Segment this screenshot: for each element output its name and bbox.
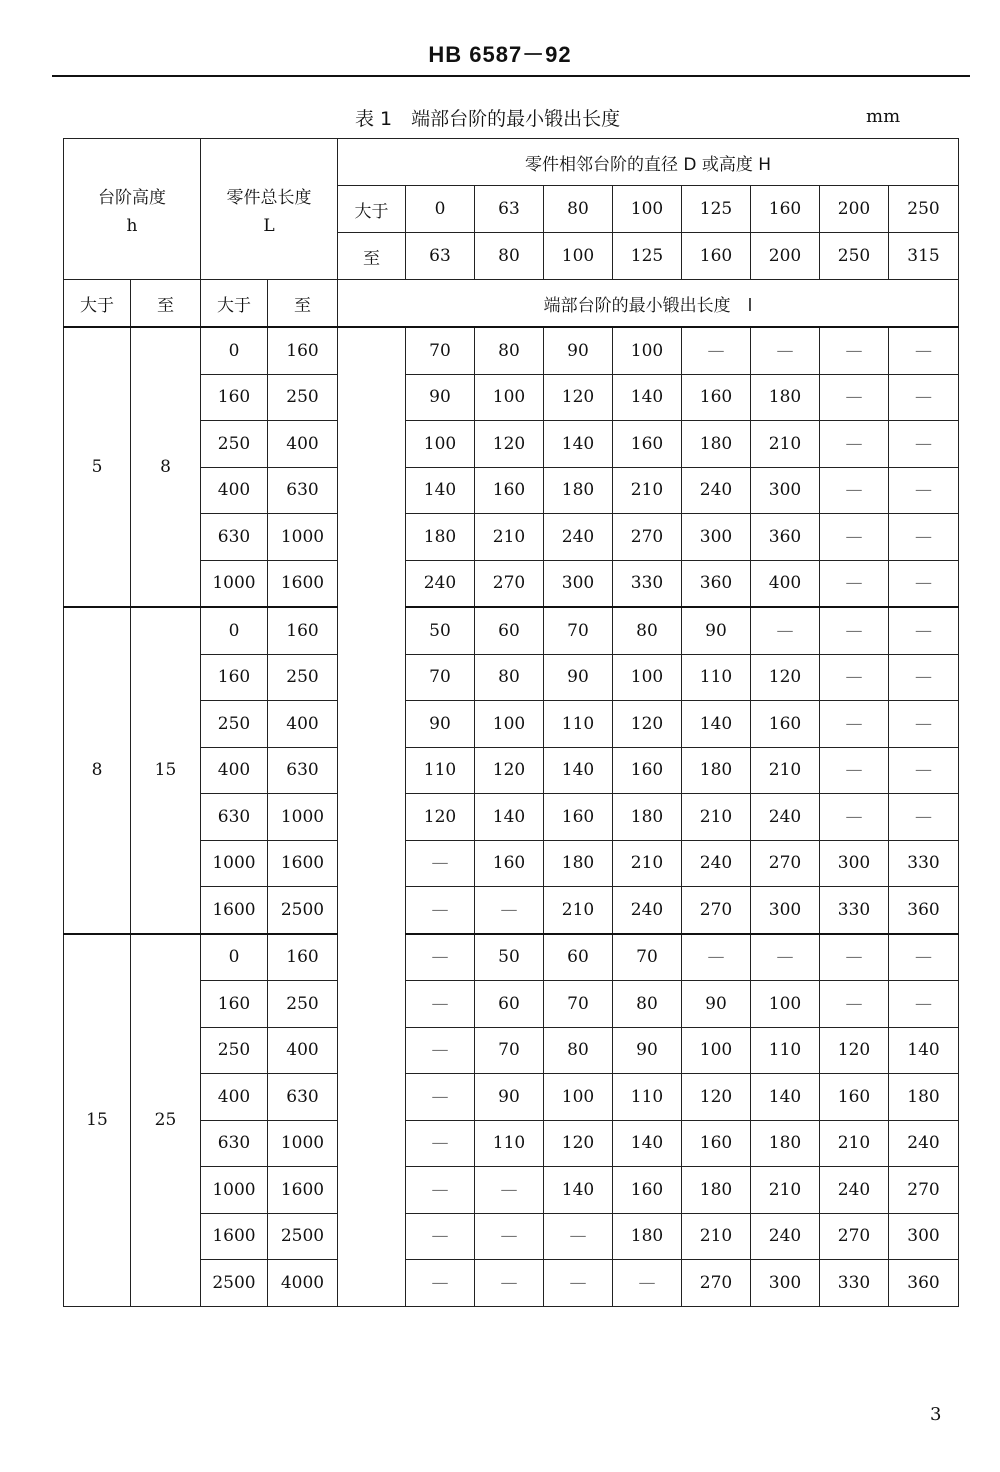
- L-over-value: 0: [201, 934, 268, 981]
- diameter-over-value: 160: [751, 186, 820, 233]
- L-to-value: 160: [268, 607, 338, 654]
- length-value-cell: 360: [889, 887, 959, 934]
- length-value-cell: 140: [544, 421, 613, 468]
- length-value-cell: —: [820, 514, 889, 561]
- length-value-cell: 180: [613, 1213, 682, 1260]
- length-value-cell: 180: [613, 794, 682, 841]
- L-over-value: 400: [201, 467, 268, 514]
- length-value-cell: 360: [889, 1260, 959, 1307]
- forging-length-table: [63, 138, 959, 1307]
- diameter-to-label: 至: [338, 233, 406, 280]
- length-value-cell: —: [406, 1260, 475, 1307]
- total-length-symbol: L: [263, 215, 275, 236]
- length-value-cell: 300: [751, 1260, 820, 1307]
- L-over-value: 1000: [201, 1167, 268, 1214]
- length-value-cell: 140: [475, 794, 544, 841]
- L-over-value: 250: [201, 1027, 268, 1074]
- length-value-cell: 70: [544, 981, 613, 1028]
- length-value-cell: 100: [613, 327, 682, 374]
- length-value-cell: —: [682, 327, 751, 374]
- length-value-cell: 240: [682, 840, 751, 887]
- length-value-cell: 50: [475, 934, 544, 981]
- length-value-cell: —: [820, 374, 889, 421]
- length-value-cell: 240: [613, 887, 682, 934]
- length-value-cell: —: [475, 1167, 544, 1214]
- length-value-cell: 270: [751, 840, 820, 887]
- length-value-cell: 160: [613, 747, 682, 794]
- length-value-cell: 90: [682, 981, 751, 1028]
- length-value-cell: 110: [406, 747, 475, 794]
- step-height-label: 台阶高度: [98, 187, 166, 208]
- length-value-cell: 160: [820, 1074, 889, 1121]
- L-to-label: 至: [268, 280, 338, 328]
- length-value-cell: —: [889, 701, 959, 748]
- L-to-value: 1000: [268, 514, 338, 561]
- length-value-cell: 100: [544, 1074, 613, 1121]
- length-value-cell: 210: [613, 467, 682, 514]
- length-value-cell: 120: [544, 374, 613, 421]
- length-value-cell: —: [889, 560, 959, 607]
- length-value-cell: —: [889, 981, 959, 1028]
- L-over-value: 0: [201, 607, 268, 654]
- h-over-label: 大于: [64, 280, 131, 328]
- length-value-cell: —: [406, 887, 475, 934]
- length-value-cell: 330: [820, 1260, 889, 1307]
- length-value-cell: —: [613, 1260, 682, 1307]
- length-value-cell: 60: [544, 934, 613, 981]
- L-to-value: 400: [268, 701, 338, 748]
- length-value-cell: —: [475, 887, 544, 934]
- length-value-cell: 300: [751, 467, 820, 514]
- length-value-cell: —: [682, 934, 751, 981]
- length-value-cell: —: [889, 421, 959, 468]
- page-number: 3: [930, 1404, 942, 1425]
- length-value-cell: —: [406, 1120, 475, 1167]
- length-value-cell: 240: [751, 794, 820, 841]
- L-over-value: 630: [201, 514, 268, 561]
- length-value-cell: 140: [889, 1027, 959, 1074]
- length-value-cell: 300: [682, 514, 751, 561]
- length-value-cell: 140: [613, 374, 682, 421]
- length-value-cell: 160: [682, 1120, 751, 1167]
- L-to-value: 2500: [268, 1213, 338, 1260]
- table-row: [64, 327, 959, 374]
- table-row: [64, 934, 959, 981]
- length-value-cell: 100: [613, 654, 682, 701]
- length-value-cell: —: [889, 934, 959, 981]
- length-value-cell: 270: [682, 1260, 751, 1307]
- L-to-value: 4000: [268, 1260, 338, 1307]
- length-value-cell: —: [820, 934, 889, 981]
- length-value-cell: 70: [544, 607, 613, 654]
- L-over-value: 1000: [201, 840, 268, 887]
- length-value-cell: 110: [682, 654, 751, 701]
- L-to-value: 400: [268, 1027, 338, 1074]
- L-to-value: 1600: [268, 1167, 338, 1214]
- length-value-cell: 240: [544, 514, 613, 561]
- L-to-value: 630: [268, 467, 338, 514]
- L-to-value: 630: [268, 747, 338, 794]
- length-value-cell: —: [820, 467, 889, 514]
- L-over-value: 630: [201, 1120, 268, 1167]
- header-rule: [52, 75, 970, 77]
- length-value-cell: 180: [682, 1167, 751, 1214]
- table-body: [64, 327, 959, 1306]
- diameter-over-value: 200: [820, 186, 889, 233]
- length-value-cell: 140: [613, 1120, 682, 1167]
- length-value-cell: 90: [475, 1074, 544, 1121]
- length-value-cell: —: [406, 1027, 475, 1074]
- length-value-cell: 60: [475, 981, 544, 1028]
- unit-label: mm: [866, 106, 901, 127]
- L-over-value: 1600: [201, 887, 268, 934]
- length-value-cell: —: [820, 794, 889, 841]
- diameter-over-value: 100: [613, 186, 682, 233]
- L-over-value: 250: [201, 701, 268, 748]
- length-value-cell: 210: [751, 1167, 820, 1214]
- length-value-cell: —: [406, 981, 475, 1028]
- length-value-cell: —: [820, 701, 889, 748]
- L-over-value: 250: [201, 421, 268, 468]
- length-value-cell: 300: [751, 887, 820, 934]
- length-value-cell: 80: [475, 327, 544, 374]
- length-value-cell: 110: [613, 1074, 682, 1121]
- length-value-cell: —: [406, 1074, 475, 1121]
- diameter-to-value: 125: [613, 233, 682, 280]
- diameter-to-value: 200: [751, 233, 820, 280]
- diameter-to-value: 250: [820, 233, 889, 280]
- diameter-to-value: 80: [475, 233, 544, 280]
- length-value-cell: —: [820, 747, 889, 794]
- L-to-value: 1600: [268, 560, 338, 607]
- length-value-cell: —: [751, 934, 820, 981]
- length-value-cell: 140: [544, 1167, 613, 1214]
- length-value-cell: 210: [475, 514, 544, 561]
- length-value-cell: —: [406, 1213, 475, 1260]
- length-value-cell: 100: [682, 1027, 751, 1074]
- length-value-cell: 300: [820, 840, 889, 887]
- L-over-label: 大于: [201, 280, 268, 328]
- total-length-header: [201, 139, 338, 280]
- length-value-cell: —: [889, 467, 959, 514]
- length-value-cell: 60: [475, 607, 544, 654]
- length-value-cell: 180: [889, 1074, 959, 1121]
- length-value-cell: 120: [613, 701, 682, 748]
- length-value-cell: 300: [889, 1213, 959, 1260]
- table-row: [64, 607, 959, 654]
- length-value-cell: 110: [475, 1120, 544, 1167]
- length-value-cell: 160: [613, 1167, 682, 1214]
- length-value-cell: 180: [544, 467, 613, 514]
- length-value-cell: —: [751, 327, 820, 374]
- length-value-cell: 160: [475, 840, 544, 887]
- length-value-cell: —: [820, 654, 889, 701]
- length-value-cell: 330: [613, 560, 682, 607]
- step-height-symbol: h: [126, 215, 138, 236]
- length-value-cell: 180: [751, 374, 820, 421]
- length-value-cell: 70: [475, 1027, 544, 1074]
- document-code: HB 6587－92: [428, 42, 572, 67]
- length-value-cell: —: [889, 514, 959, 561]
- length-value-cell: 180: [406, 514, 475, 561]
- length-value-cell: —: [820, 607, 889, 654]
- length-value-cell: 180: [682, 421, 751, 468]
- length-value-cell: —: [820, 327, 889, 374]
- length-value-cell: —: [406, 934, 475, 981]
- length-value-cell: 210: [820, 1120, 889, 1167]
- length-value-cell: 210: [751, 747, 820, 794]
- L-to-value: 2500: [268, 887, 338, 934]
- length-value-cell: —: [889, 654, 959, 701]
- length-value-cell: 360: [682, 560, 751, 607]
- L-to-value: 250: [268, 654, 338, 701]
- L-to-value: 160: [268, 934, 338, 981]
- length-value-cell: —: [889, 747, 959, 794]
- length-value-cell: 400: [751, 560, 820, 607]
- L-over-value: 400: [201, 1074, 268, 1121]
- length-value-cell: 90: [544, 327, 613, 374]
- length-value-cell: 80: [613, 607, 682, 654]
- length-value-cell: 70: [613, 934, 682, 981]
- length-value-cell: 180: [751, 1120, 820, 1167]
- length-value-cell: 140: [751, 1074, 820, 1121]
- length-value-cell: 100: [475, 374, 544, 421]
- length-value-cell: —: [820, 560, 889, 607]
- length-value-cell: 90: [544, 654, 613, 701]
- diameter-over-value: 63: [475, 186, 544, 233]
- length-value-cell: 140: [544, 747, 613, 794]
- length-value-cell: 80: [475, 654, 544, 701]
- length-value-cell: 50: [406, 607, 475, 654]
- L-to-value: 400: [268, 421, 338, 468]
- length-value-cell: 120: [406, 794, 475, 841]
- length-value-cell: 80: [544, 1027, 613, 1074]
- length-value-cell: 160: [613, 421, 682, 468]
- L-over-value: 1000: [201, 560, 268, 607]
- diameter-over-value: 80: [544, 186, 613, 233]
- diameter-to-value: 100: [544, 233, 613, 280]
- length-value-cell: 240: [682, 467, 751, 514]
- length-value-cell: 100: [406, 421, 475, 468]
- L-over-value: 630: [201, 794, 268, 841]
- length-value-cell: 160: [751, 701, 820, 748]
- length-value-cell: 100: [475, 701, 544, 748]
- h-to-value: 15: [131, 607, 201, 934]
- length-value-cell: 240: [820, 1167, 889, 1214]
- result-header: 端部台阶的最小锻出长度 l: [338, 280, 959, 328]
- header-row-4: [64, 280, 959, 328]
- length-value-cell: 120: [751, 654, 820, 701]
- length-value-cell: 70: [406, 654, 475, 701]
- length-value-cell: 210: [613, 840, 682, 887]
- length-value-cell: 90: [406, 701, 475, 748]
- L-to-value: 250: [268, 981, 338, 1028]
- diameter-over-value: 0: [406, 186, 475, 233]
- length-value-cell: 90: [406, 374, 475, 421]
- length-value-cell: 160: [544, 794, 613, 841]
- L-over-value: 400: [201, 747, 268, 794]
- length-value-cell: —: [889, 794, 959, 841]
- length-value-cell: 270: [889, 1167, 959, 1214]
- length-value-cell: —: [406, 1167, 475, 1214]
- diameter-over-value: 125: [682, 186, 751, 233]
- table-caption: 表 1 端部台阶的最小锻出长度: [355, 108, 621, 130]
- length-value-cell: 330: [889, 840, 959, 887]
- header-row-1: [64, 139, 959, 186]
- diameter-to-value: 160: [682, 233, 751, 280]
- length-value-cell: 210: [751, 421, 820, 468]
- h-to-value: 25: [131, 934, 201, 1307]
- length-value-cell: 270: [682, 887, 751, 934]
- L-to-value: 1600: [268, 840, 338, 887]
- L-to-value: 630: [268, 1074, 338, 1121]
- length-value-cell: —: [544, 1260, 613, 1307]
- length-value-cell: 120: [475, 747, 544, 794]
- length-value-cell: —: [544, 1213, 613, 1260]
- diameter-to-value: 63: [406, 233, 475, 280]
- L-over-value: 160: [201, 374, 268, 421]
- L-to-value: 160: [268, 327, 338, 374]
- L-over-value: 160: [201, 981, 268, 1028]
- length-value-cell: 160: [475, 467, 544, 514]
- total-length-label: 零件总长度: [226, 187, 312, 208]
- length-value-cell: —: [820, 421, 889, 468]
- length-value-cell: 180: [682, 747, 751, 794]
- length-value-cell: —: [889, 327, 959, 374]
- L-over-value: 0: [201, 327, 268, 374]
- length-value-cell: 240: [751, 1213, 820, 1260]
- length-value-cell: 270: [475, 560, 544, 607]
- h-to-label: 至: [131, 280, 201, 328]
- length-value-cell: 160: [682, 374, 751, 421]
- length-value-cell: —: [820, 981, 889, 1028]
- length-value-cell: 120: [820, 1027, 889, 1074]
- length-value-cell: 180: [544, 840, 613, 887]
- length-value-cell: 140: [406, 467, 475, 514]
- length-value-cell: 270: [820, 1213, 889, 1260]
- length-value-cell: 210: [682, 1213, 751, 1260]
- length-value-cell: —: [475, 1213, 544, 1260]
- diameter-header: 零件相邻台阶的直径 D 或高度 H: [338, 139, 959, 186]
- length-value-cell: 240: [406, 560, 475, 607]
- length-value-cell: 300: [544, 560, 613, 607]
- h-over-value: 5: [64, 327, 131, 607]
- length-value-cell: 120: [475, 421, 544, 468]
- length-value-cell: 80: [613, 981, 682, 1028]
- h-over-value: 8: [64, 607, 131, 934]
- L-to-value: 1000: [268, 1120, 338, 1167]
- diameter-to-value: 315: [889, 233, 959, 280]
- step-height-header: [64, 139, 201, 280]
- h-over-value: 15: [64, 934, 131, 1307]
- length-value-cell: 330: [820, 887, 889, 934]
- blank-column-cell: [338, 327, 406, 1306]
- length-value-cell: 240: [889, 1120, 959, 1167]
- length-value-cell: —: [475, 1260, 544, 1307]
- L-to-value: 250: [268, 374, 338, 421]
- diameter-over-label: 大于: [338, 186, 406, 233]
- length-value-cell: —: [889, 374, 959, 421]
- length-value-cell: —: [406, 840, 475, 887]
- length-value-cell: 360: [751, 514, 820, 561]
- diameter-over-value: 250: [889, 186, 959, 233]
- L-to-value: 1000: [268, 794, 338, 841]
- length-value-cell: 140: [682, 701, 751, 748]
- length-value-cell: —: [751, 607, 820, 654]
- length-value-cell: 70: [406, 327, 475, 374]
- L-over-value: 2500: [201, 1260, 268, 1307]
- h-to-value: 8: [131, 327, 201, 607]
- length-value-cell: 120: [682, 1074, 751, 1121]
- length-value-cell: 90: [682, 607, 751, 654]
- length-value-cell: 270: [613, 514, 682, 561]
- length-value-cell: 210: [682, 794, 751, 841]
- length-value-cell: 120: [544, 1120, 613, 1167]
- L-over-value: 1600: [201, 1213, 268, 1260]
- length-value-cell: 110: [751, 1027, 820, 1074]
- length-value-cell: 210: [544, 887, 613, 934]
- length-value-cell: 100: [751, 981, 820, 1028]
- length-value-cell: 110: [544, 701, 613, 748]
- L-over-value: 160: [201, 654, 268, 701]
- forging-length-table-container: [63, 138, 959, 1307]
- length-value-cell: 90: [613, 1027, 682, 1074]
- length-value-cell: —: [889, 607, 959, 654]
